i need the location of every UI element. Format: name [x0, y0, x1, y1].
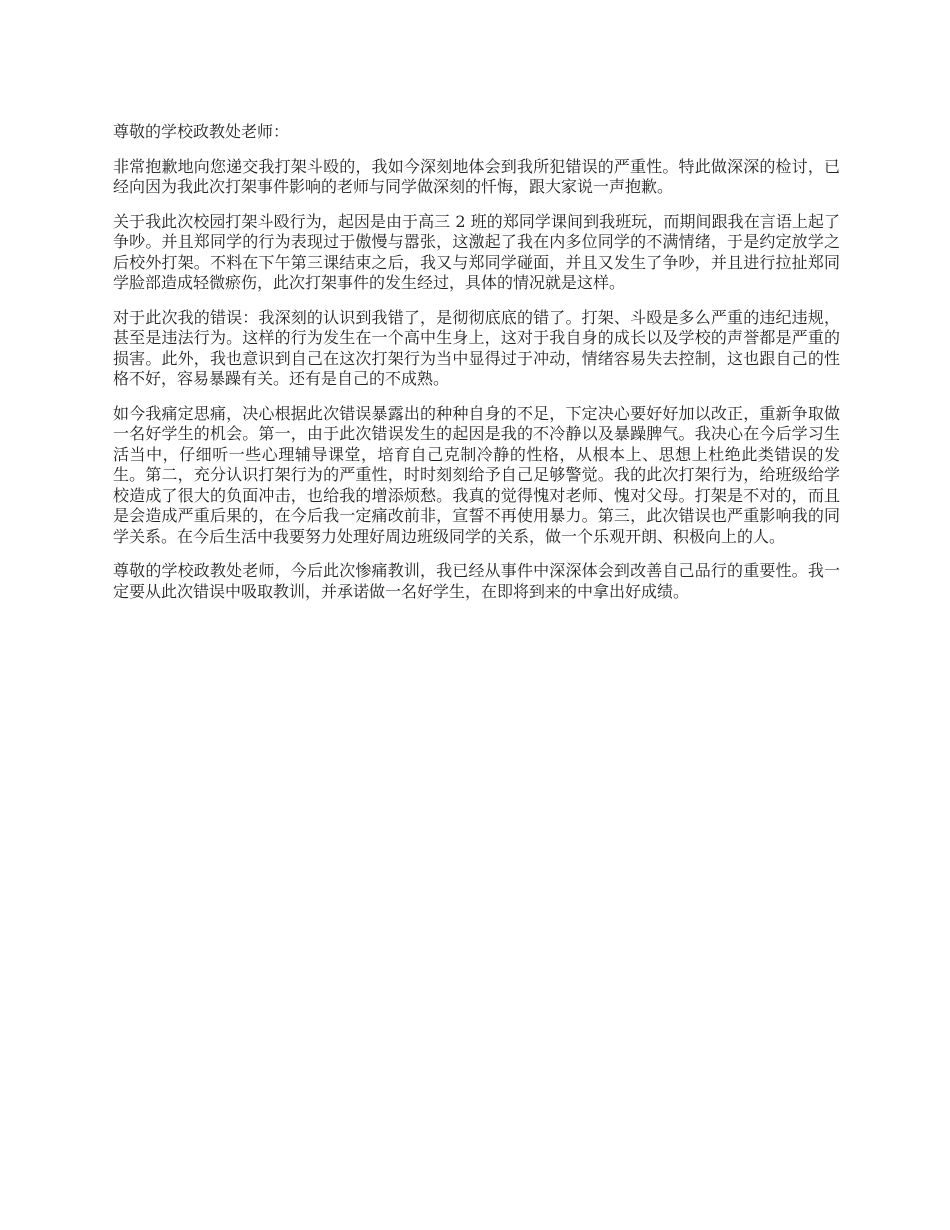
- paragraph-resolution: 如今我痛定思痛，决心根据此次错误暴露出的种种自身的不足，下定决心要好好加以改正，重新争取做一名好学生的机会。第一，由于此次错误发生的起因是我的不冷静以及暴躁脾气。我决心在今后学习生活当中，仔细听一些心理辅导课堂，培育自己克制冷静的性格，从根本上、思想上杜绝此类错误的发生。第二，充分认识打架行为的严重性，时时刻刻给予自己足够警觉。我的此次打架行为，给班级给学校造成了很大的负面冲击，也给我的增添烦愁。我真的觉得愧对老师、愧对父母。打架是不对的，而且是会造成严重后果的，在今后我一定痛改前非，宣誓不再使用暴力。第三，此次错误也严重影响我的同学关系。在今后生活中我要努力处理好周边班级同学的关系，做一个乐观开朗、积极向上的人。: [113, 403, 840, 546]
- paragraph-incident: 关于我此次校园打架斗殴行为，起因是由于高三 2 班的郑同学课间到我班玩，而期间跟我在言语上起了争吵。并且郑同学的行为表现过于傲慢与嚣张，这激起了我在内多位同学的不满情绪，于是约定放学之后校外打架。不料在下午第三课结束之后，我又与郑同学碰面，并且又发生了争吵，并且进行拉扯郑同学脸部造成轻微瘀伤，此次打架事件的发生经过，具体的情况就是这样。: [113, 211, 840, 292]
- letter-salutation: 尊敬的学校政教处老师：: [113, 122, 290, 141]
- paragraph-closing: 尊敬的学校政教处老师，今后此次惨痛教训，我已经从事件中深深体会到改善自己品行的重要性。我一定要从此次错误中吸取教训，并承诺做一名好学生，在即将到来的中拿出好成绩。: [113, 561, 840, 601]
- paragraph-apology: 非常抱歉地向您递交我打架斗殴的，我如今深刻地体会到我所犯错误的严重性。特此做深深的检讨，已经向因为我此次打架事件影响的老师与同学做深刻的忏悔，跟大家说一声抱歉。: [113, 156, 840, 196]
- paragraph-reflection: 对于此次我的错误：我深刻的认识到我错了，是彻彻底底的错了。打架、斗殴是多么严重的违纪违规，甚至是违法行为。这样的行为发生在一个高中生身上，这对于我自身的成长以及学校的声誉都是严重的损害。此外，我也意识到自己在这次打架行为当中显得过于冲动，情绪容易失去控制，这也跟自己的性格不好，容易暴躁有关。还有是自己的不成熟。: [113, 307, 840, 388]
- letter-body: [113, 122, 840, 616]
